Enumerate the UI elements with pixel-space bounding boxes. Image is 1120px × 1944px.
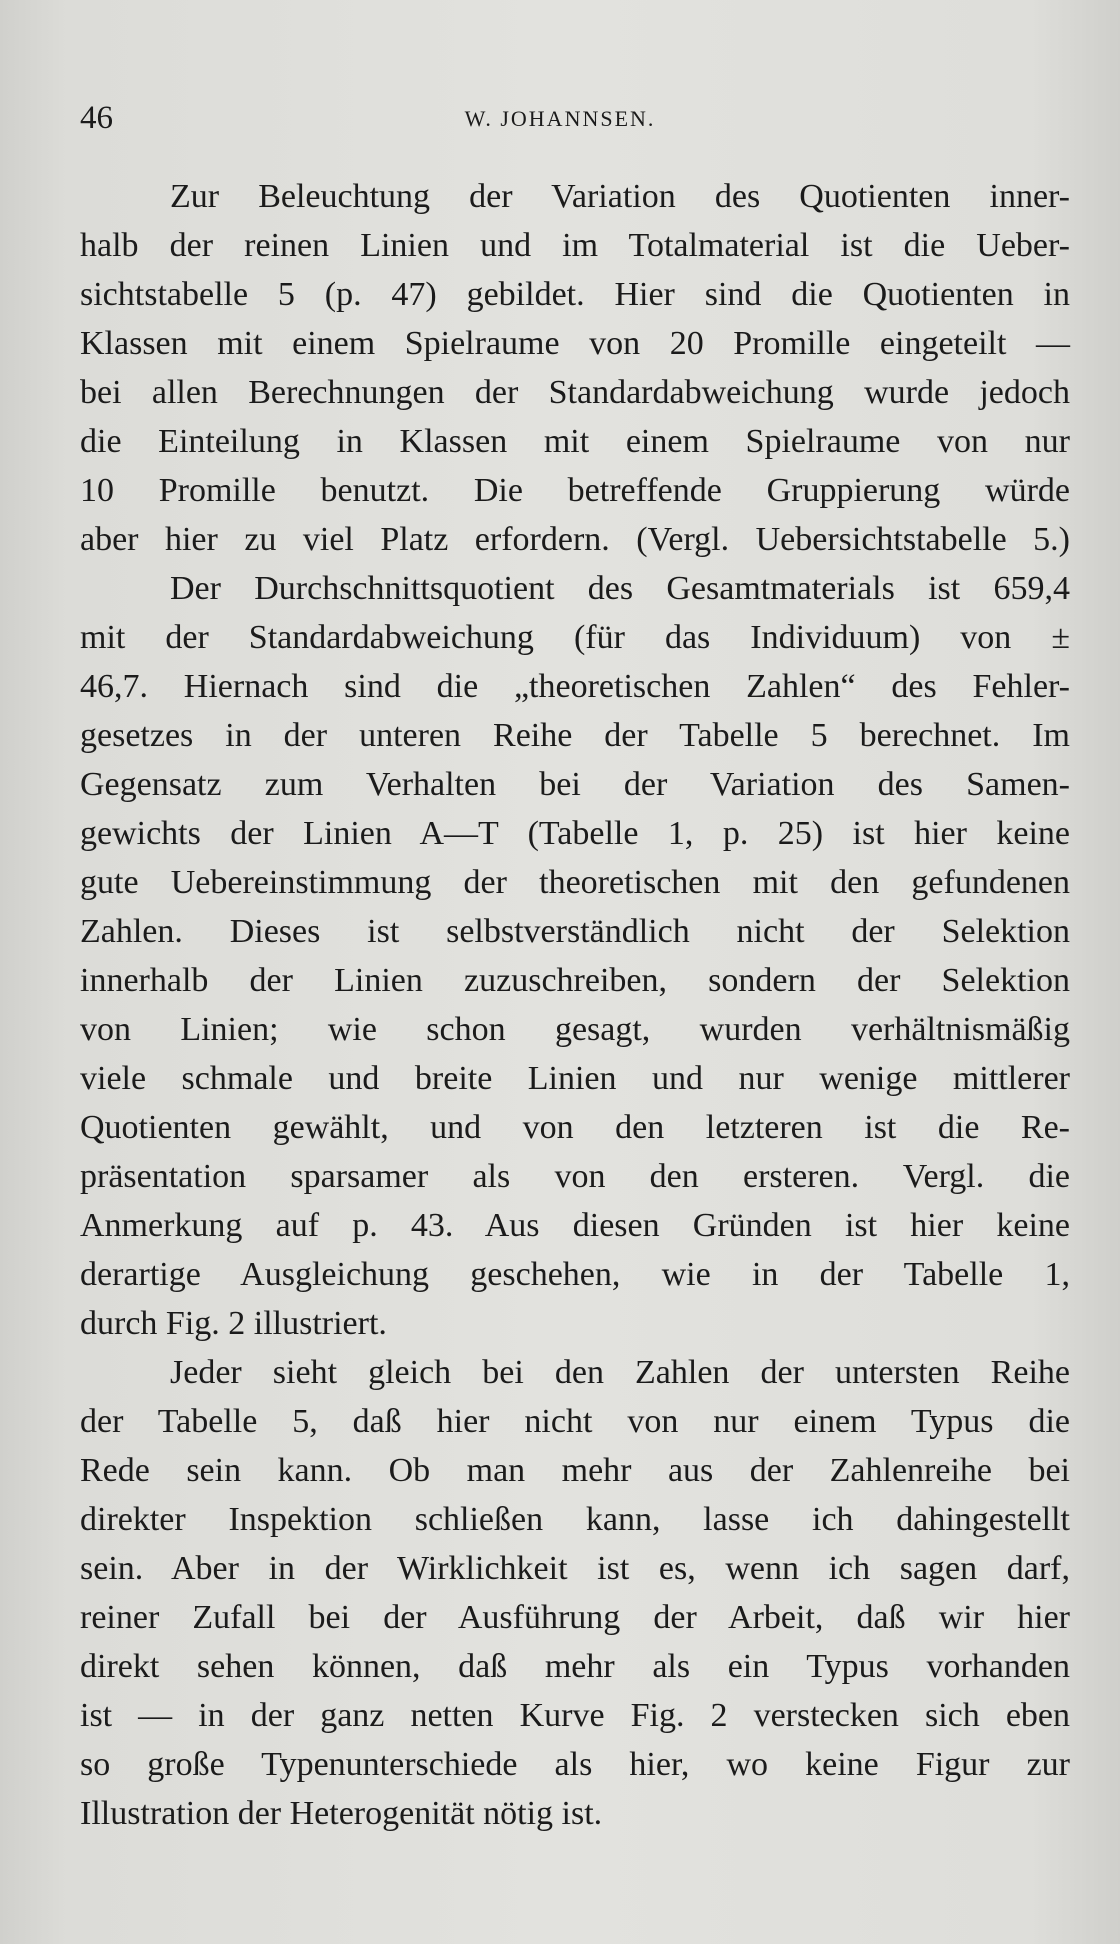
text-line: gewichts der Linien A—T (Tabelle 1, p. 25) ist hier keine bbox=[80, 815, 1070, 852]
text-line: Jeder sieht gleich bei den Zahlen der untersten Reihe bbox=[170, 1354, 1070, 1391]
text-line: Anmerkung auf p. 43. Aus diesen Gründen ist hier keine bbox=[80, 1207, 1070, 1244]
text-line: gesetzes in der unteren Reihe der Tabelle 5 berechnet. Im bbox=[80, 717, 1070, 754]
text-line: Quotienten gewählt, und von den letzteren ist die Re- bbox=[80, 1109, 1070, 1146]
text-line: gute Uebereinstimmung der theoretischen mit den gefundenen bbox=[80, 864, 1070, 901]
text-line: 10 Promille benutzt. Die betreffende Gruppierung würde bbox=[80, 472, 1070, 509]
text-line: Rede sein kann. Ob man mehr aus der Zahlenreihe bei bbox=[80, 1452, 1070, 1489]
text-line: direkter Inspektion schließen kann, lasse ich dahingestellt bbox=[80, 1501, 1070, 1538]
text-line: Illustration der Heterogenität nötig ist. bbox=[80, 1795, 603, 1832]
text-line: Zur Beleuchtung der Variation des Quotienten inner- bbox=[170, 178, 1070, 215]
text-line: mit der Standardabweichung (für das Individuum) von ± bbox=[80, 619, 1070, 656]
text-line: bei allen Berechnungen der Standardabweichung wurde jedoch bbox=[80, 374, 1070, 411]
text-line: 46,7. Hiernach sind die „theoretischen Zahlen“ des Fehler- bbox=[80, 668, 1070, 705]
text-line: halb der reinen Linien und im Totalmaterial ist die Ueber- bbox=[80, 227, 1070, 264]
text-line: Klassen mit einem Spielraume von 20 Promille eingeteilt — bbox=[80, 325, 1070, 362]
text-line: Der Durchschnittsquotient des Gesamtmaterials ist 659,4 bbox=[170, 570, 1070, 607]
text-line: Gegensatz zum Verhalten bei der Variation des Samen- bbox=[80, 766, 1070, 803]
text-line: direkt sehen können, daß mehr als ein Typus vorhanden bbox=[80, 1648, 1070, 1685]
text-line: innerhalb der Linien zuzuschreiben, sondern der Selektion bbox=[80, 962, 1070, 999]
text-line: präsentation sparsamer als von den ersteren. Vergl. die bbox=[80, 1158, 1070, 1195]
text-line: aber hier zu viel Platz erfordern. (Vergl. Uebersichtstabelle 5.) bbox=[80, 521, 1070, 558]
running-head: W. JOHANNSEN. bbox=[464, 106, 656, 131]
body-text bbox=[80, 172, 1070, 1838]
text-line: sichtstabelle 5 (p. 47) gebildet. Hier sind die Quotienten in bbox=[80, 276, 1070, 313]
text-line: durch Fig. 2 illustriert. bbox=[80, 1305, 387, 1342]
text-line: sein. Aber in der Wirklichkeit ist es, wenn ich sagen darf, bbox=[80, 1550, 1070, 1587]
text-line: Zahlen. Dieses ist selbstverständlich nicht der Selektion bbox=[80, 913, 1070, 950]
text-line: der Tabelle 5, daß hier nicht von nur einem Typus die bbox=[80, 1403, 1070, 1440]
text-line: derartige Ausgleichung geschehen, wie in der Tabelle 1, bbox=[80, 1256, 1070, 1293]
text-line: so große Typenunterschiede als hier, wo keine Figur zur bbox=[80, 1746, 1070, 1783]
text-line: ist — in der ganz netten Kurve Fig. 2 verstecken sich eben bbox=[80, 1697, 1070, 1734]
text-line: viele schmale und breite Linien und nur wenige mittlerer bbox=[80, 1060, 1070, 1097]
text-line: reiner Zufall bei der Ausführung der Arbeit, daß wir hier bbox=[80, 1599, 1070, 1636]
text-line: von Linien; wie schon gesagt, wurden verhältnismäßig bbox=[80, 1011, 1070, 1048]
text-line: die Einteilung in Klassen mit einem Spielraume von nur bbox=[80, 423, 1070, 460]
page-number: 46 bbox=[80, 100, 113, 136]
